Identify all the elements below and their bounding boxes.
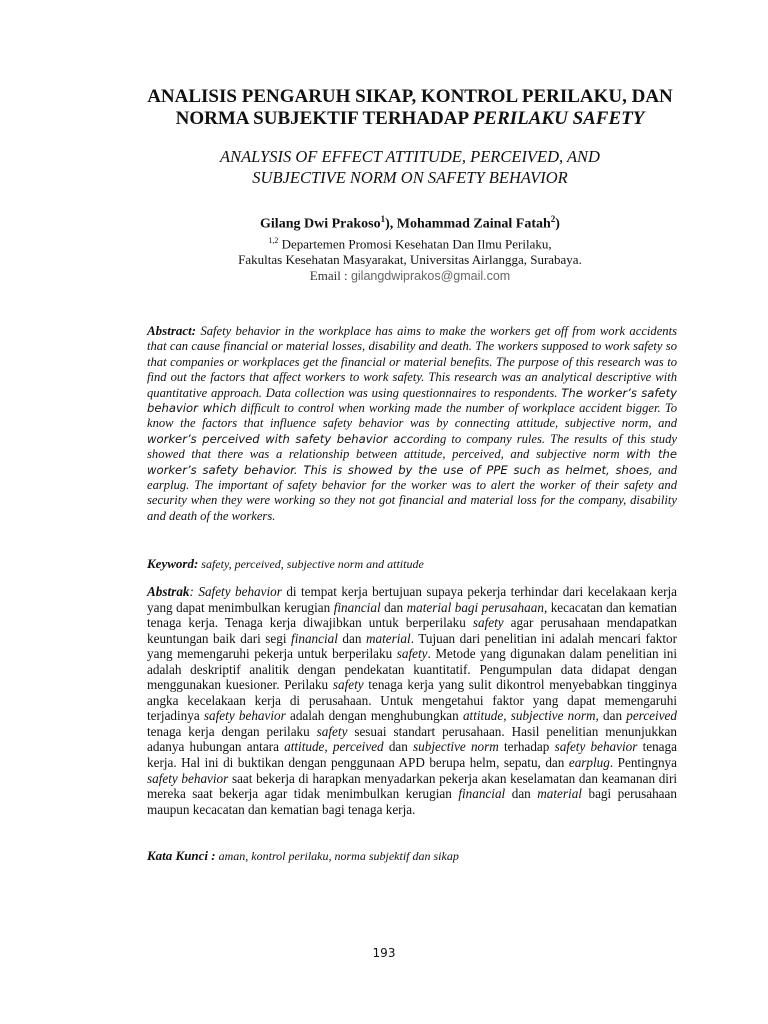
abstrak-italic-15: safety behavior: [554, 739, 638, 755]
email-label: Email :: [309, 268, 351, 284]
abstrak-text-03: dan: [380, 599, 407, 615]
abstrak-italic-06: material: [365, 630, 411, 646]
abstrak-text-16: tenaga kerja. Hal ini di buktikan dengan penggunaan APD berupa helm, sepatu, dan: [147, 739, 677, 771]
abstract-english-text-7: and earplug. The important of safety behavior for the worker was to alert the worker of their safety and security when they were working so they not got financial and material loss for the company, disability and death of the workers.: [147, 462, 677, 523]
author-close: ): [555, 216, 560, 232]
abstrak-italic-16: earplug: [568, 755, 610, 771]
abstrak-italic-05: financial: [291, 630, 338, 646]
abstrak-italic-12: safety: [316, 723, 348, 739]
abstrak-text-12: tenaga kerja dengan perilaku: [147, 723, 317, 739]
affiliation: [120, 233, 700, 284]
abstrak-text-10: adalah dengan menghubungkan: [285, 708, 463, 724]
author-separator: ),: [385, 216, 397, 232]
abstrak-italic-02: financial: [333, 599, 381, 615]
english-title-line-1: ANALYSIS OF EFFECT ATTITUDE, PERCEIVED, AND: [220, 147, 600, 166]
abstrak-text-15: terhadap: [498, 739, 555, 755]
affiliation-mark: 1,2: [268, 236, 279, 245]
abstract-indonesian-label: Abstrak: [147, 584, 190, 599]
author-1-affiliation-mark: 1: [380, 214, 386, 224]
keywords-indonesian-value: aman, kontrol perilaku, norma subjektif dan sikap: [215, 849, 459, 863]
abstrak-text-02: di tempat kerja bertujuan supaya pekerja terhindar dari kecelakaan kerja yang dapat menimbulkan kerugian: [147, 584, 677, 615]
abstrak-italic-14: subjective norm: [413, 739, 499, 755]
title-line-2-italic: PERILAKU SAFETY: [472, 108, 645, 129]
abstrak-italic-19: material: [537, 786, 582, 802]
abstrak-text-04: , kecacatan dan kematian tenaga kerja. Tenaga kerja diwajibkan untuk berperilaku: [147, 599, 677, 631]
abstrak-text-14: dan: [383, 739, 414, 755]
abstrak-italic-08: safety: [332, 677, 364, 693]
title-line-1: ANALISIS PENGARUH SIKAP, KONTROL PERILAKU, DAN: [147, 86, 673, 107]
title-line-2-text: NORMA SUBJEKTIF TERHADAP: [175, 108, 473, 129]
keywords-english: [147, 556, 677, 572]
abstrak-text-06: dan: [337, 630, 366, 646]
abstract-english-text-3: difficult to control when working made the number of workplace accident bigger. To know the factors that influence safety behavior was by connecting attitude, subjective norm, and: [147, 401, 677, 431]
abstrak-text-05: agar perusahaan mendapatkan keuntungan baik dari segi: [147, 615, 677, 646]
abstract-indonesian: [147, 584, 677, 817]
abstract-english: [147, 323, 677, 524]
affiliation-department: Departemen Promosi Kesehatan Dan Ilmu Perilaku,: [278, 236, 552, 252]
page-number: 193: [372, 946, 396, 960]
abstrak-italic-18: financial: [458, 786, 506, 802]
keywords-indonesian-label: Kata Kunci :: [147, 848, 216, 863]
english-title: [140, 146, 680, 188]
abstrak-italic-01: Safety behavior: [198, 584, 282, 599]
abstract-english-label: Abstract:: [147, 323, 197, 338]
english-title-line-2: SUBJECTIVE NORM ON SAFETY BEHAVIOR: [252, 168, 568, 187]
affiliation-line-1: [120, 233, 700, 252]
abstract-english-text-4: worker’s perceived with safety behavior acc: [147, 431, 414, 446]
abstrak-italic-07: safety: [396, 646, 428, 662]
abstrak-text-13: sesuai standart perusahaan. Hasil penelitian menunjukkan adanya hubungan antara: [147, 723, 678, 755]
abstract-english-text-6: with the worker’s safety behavior. This is showed by the use of PPE such as helmet, shoes,: [147, 447, 677, 477]
paper-title: [120, 86, 700, 130]
abstrak-italic-13: attitude, perceived: [284, 739, 384, 755]
keywords-english-label: Keyword:: [147, 556, 199, 571]
author-2: Mohammad Zainal Fatah: [396, 216, 551, 232]
abstrak-text-20: bagi perusahaan maupun kecacatan dan kematian bagi tenaga kerja.: [147, 786, 677, 817]
abstrak-text-09: tenaga kerja yang sulit dikontrol menyebabkan tingginya angka kecelakaan kerja di perusahaan. Untuk mengetahui faktor yang dapat memengaruhi terjadinya: [147, 677, 677, 724]
abstract-english-text-1: Safety behavior in the workplace has aims to make the workers get off from work accidents that can cause financial or material losses, disability and death. The workers supposed to work safety so that companies or workplaces get the financial or material benefits. The purpose of this research was to find out the factors that affect workers to work safety. This research was an analytical descriptive with quantitative approach. Data collection was using questionnaires to respondents.: [147, 324, 677, 400]
abstrak-text-07: . Tujuan dari penelitian ini adalah mencari faktor yang memengaruhi pekerja untuk berperilaku: [147, 630, 677, 662]
affiliation-line-2: Fakultas Kesehatan Masyarakat, Universitas Airlangga, Surabaya.: [238, 252, 582, 268]
title-line-2: [120, 108, 700, 130]
abstrak-text-08: . Metode yang digunakan dalam penelitian ini adalah deskriptif analitik dengan pendekatan kuantitatif. Pengumpulan data didapat dengan menggunakan kuesioner. Perilaku: [147, 646, 677, 693]
abstrak-italic-10: attitude, subjective norm,: [462, 708, 599, 724]
keywords-indonesian: [147, 848, 677, 864]
abstrak-text-18: saat bekerja di harapkan menyadarkan pekerja akan keselamatan dan keamanan diri mereka saat bekerja agar tidak menimbulkan kerugian: [147, 770, 678, 802]
author-1: Gilang Dwi Prakoso: [260, 216, 381, 232]
abstrak-italic-03: material bagi perusahaan: [406, 599, 544, 615]
email-link[interactable]: gilangdwiprakos@gmail.com: [350, 269, 511, 284]
abstrak-italic-09: safety behavior: [203, 708, 286, 724]
keywords-english-value: safety, perceived, subjective norm and attitude: [198, 557, 424, 571]
email-line: [120, 268, 700, 284]
abstrak-text-19: dan: [505, 786, 538, 802]
abstrak-italic-11: perceived: [626, 708, 677, 724]
abstrak-colon: :: [189, 584, 199, 599]
author-list: [120, 214, 700, 233]
abstrak-text-11: dan: [598, 708, 627, 724]
author-2-affiliation-mark: 2: [550, 214, 556, 224]
abstrak-text-17: . Pentingnya: [609, 755, 677, 771]
abstrak-italic-17: safety behavior: [147, 770, 229, 786]
abstrak-italic-04: safety: [472, 615, 504, 631]
abstract-english-text-2: The worker’s safety behavior which: [147, 385, 677, 416]
abstract-english-text-5: ording to company rules. The results of this study showed that there was a relationship between attitude, perceived, and subjective norm: [147, 431, 677, 462]
